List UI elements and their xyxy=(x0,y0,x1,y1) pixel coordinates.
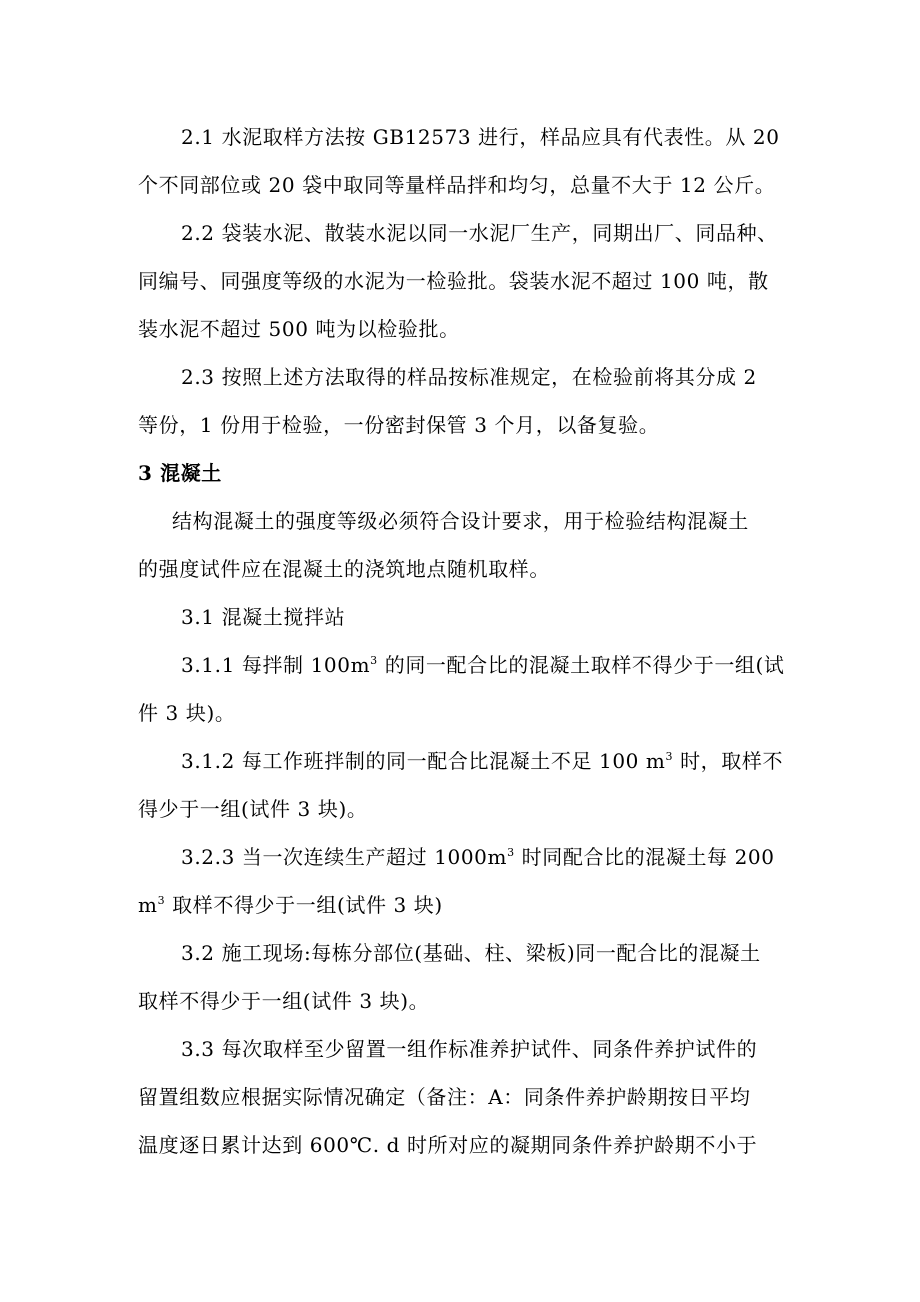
subsection-title: 3.1 混凝土搅拌站 xyxy=(181,605,346,629)
text-line xyxy=(181,650,785,680)
text-line: 2.2 袋装水泥、散装水泥以同一水泥厂生产，同期出厂、同品种、 xyxy=(181,221,778,245)
superscript: 3 xyxy=(665,750,674,763)
text-line: 同编号、同强度等级的水泥为一检验批。袋装水泥不超过 100 吨，散 xyxy=(138,269,769,293)
text-run: 3.1.1 每拌制 100m xyxy=(181,653,371,677)
text-line: 等份，1 份用于检验，一份密封保管 3 个月，以备复验。 xyxy=(138,413,660,437)
superscript: 3 xyxy=(370,654,378,667)
text-line: 装水泥不超过 500 吨为以检验批。 xyxy=(138,317,460,341)
text-line: 个不同部位或 20 袋中取同等量样品拌和均匀，总量不大于 12 公斤。 xyxy=(138,173,776,197)
text-run: 的同一配合比的混凝土取样不得少于一组(试 xyxy=(377,653,785,677)
text-run: 时，取样不 xyxy=(673,749,784,773)
text-line: 3.2 施工现场:每栋分部位(基础、柱、梁板)同一配合比的混凝土 xyxy=(181,941,761,965)
text-line: 取样不得少于一组(试件 3 块)。 xyxy=(138,989,430,1013)
text-line: 温度逐日累计达到 600℃. d 时所对应的凝期同条件养护龄期不小于 xyxy=(138,1133,758,1157)
text-line: 的强度试件应在混凝土的浇筑地点随机取样。 xyxy=(138,557,550,581)
text-line: 结构混凝土的强度等级必须符合设计要求，用于检验结构混凝土 xyxy=(172,509,749,533)
text-line: 得少于一组(试件 3 块)。 xyxy=(138,797,368,821)
text-line: 留置组数应根据实际情况确定（备注：A：同条件养护龄期按日平均 xyxy=(138,1085,751,1109)
text-line: 件 3 块)。 xyxy=(138,701,236,725)
superscript: 3 xyxy=(157,894,166,907)
section-heading: 3 混凝土 xyxy=(138,461,222,485)
superscript: 3 xyxy=(507,846,515,859)
text-line xyxy=(181,746,783,776)
text-line xyxy=(138,890,443,920)
text-run: 3.2.3 当一次连续生产超过 1000m xyxy=(181,845,508,869)
text-line: 3.3 每次取样至少留置一组作标准养护试件、同条件养护试件的 xyxy=(181,1037,758,1061)
text-run: 3.1.2 每工作班拌制的同一配合比混凝土不足 100 m xyxy=(181,749,666,773)
text-run: 时同配合比的混凝土每 200 xyxy=(514,845,775,869)
text-line xyxy=(181,842,775,872)
text-run: m xyxy=(138,893,158,917)
text-line: 2.3 按照上述方法取得的样品按标准规定，在检验前将其分成 2 xyxy=(181,365,757,389)
text-run: 取样不得少于一组(试件 3 块) xyxy=(165,893,443,917)
text-line: 2.1 水泥取样方法按 GB12573 进行，样品应具有代表性。从 20 xyxy=(181,125,780,149)
